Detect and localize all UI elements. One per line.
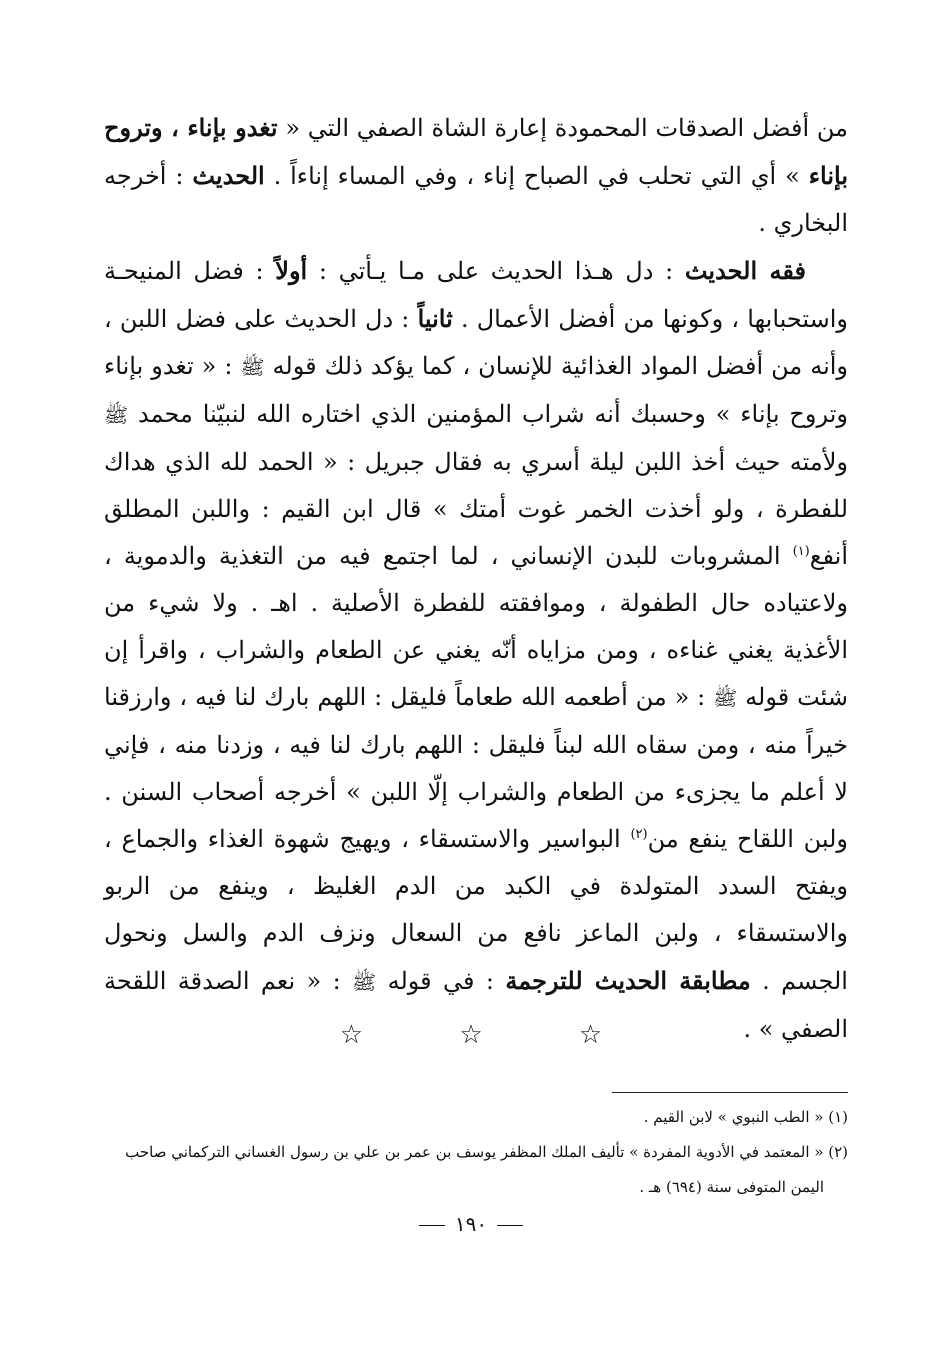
text-run: » أي التي تحلب في الصباح إناء ، وفي المساء إناءاً .	[264, 162, 809, 190]
text-run: : « من أطعمه الله طعاماً فليقل : اللهم بارك لنا فيه ، وارزقنا خيراً منه ، ومن سقاه الله لبناً فليقل : اللهم بارك لنا فيه ، وزدنا منه ، فإني لا أعلم ما يجزىء من الطعام والشراب إلّا اللبن » أخرجه أصحاب السنن . ولبن اللقاح ينفع من	[104, 683, 849, 853]
footnote-ref-2: (٢)	[630, 827, 648, 842]
paragraph-1	[104, 104, 848, 247]
footnote-2-line-1: (٢) « المعتمد في الأدوية المفردة » تأليف الملك المظفر يوسف بن عمر بن علي بن رسول الغساني التركماني صاحب	[125, 1143, 848, 1161]
page-number-dash	[419, 1225, 445, 1226]
bold-first: أولاً	[275, 256, 308, 285]
text-run: : فضل المنيحـة واستحبابها ، وكونها من أفضل الأعمال .	[104, 257, 849, 333]
paragraph-2	[104, 247, 848, 1053]
page-number-footer	[0, 1212, 942, 1236]
text-run: ولأمته حيث أخذ اللبن ليلة أسري به فقال جبريل : « الحمد لله الذي هداك للفطرة ، ولو أخذت الخمر غوت أمتك » قال ابن القيم : واللبن المطلق أنفع	[104, 448, 848, 570]
text-run: : دل الحديث على فضل اللبن ، وأنه من أفضل المواد الغذائية للإنسان ، كما يؤكد ذلك قوله	[104, 305, 849, 380]
footnote-ref-1: (١)	[792, 544, 810, 559]
text-run: : أخرجه البخاري .	[104, 162, 848, 237]
salawat-symbol: ﷺ	[352, 970, 377, 994]
salawat-symbol: ﷺ	[713, 686, 738, 710]
footnote-divider	[612, 1092, 848, 1093]
section-separator-stars: ☆ ☆ ☆	[339, 1020, 647, 1050]
footnotes	[104, 1100, 848, 1205]
bold-heading-hadith: الحديث	[192, 161, 265, 190]
text-run: : دل هـذا الحديث على مـا يـأتي :	[307, 257, 685, 285]
text-run: : « نعم الصدقة اللقحة الصفي » .	[104, 967, 848, 1043]
bold-quote: تغدو بإناء ، وتروح بإناء	[104, 113, 849, 190]
page-number: ١٩٠	[454, 1212, 488, 1236]
text-run: : « تغدو بإناء وتروح بإناء » وحسبك أنه شراب المؤمنين الذي اختاره الله لنبيّنا محمد	[104, 352, 848, 428]
text-run: المشروبات للبدن الإنساني ، لما اجتمع فيه من التغذية والدموية ، ولاعتياده حال الطفولة ، وموافقته للفطرة الأصلية . اهـ . ولا شيء من الأغذية يغني غناءه ، ومن مزاياه أنّه يغني عن الطعام والشراب ، واقرأ إن شئت قوله	[104, 542, 848, 711]
bold-heading-match: مطابقة الحديث للترجمة	[505, 966, 751, 995]
salawat-symbol: ﷺ	[104, 403, 129, 427]
text-run: : في قوله	[376, 967, 506, 995]
text-run: البواسير والاستسقاء ، ويهيج شهوة الغذاء والجماع ، ويفتح السدد المتولدة في الكبد من الدم الغليظ ، وينفع من الربو والاستسقاء ، ولبن الماعز نافع من السعال ونزف الدم والسل ونحول الجسم .	[104, 825, 848, 995]
bold-heading-fiqh: فقه الحديث	[684, 256, 807, 285]
footnote-2-line-2: اليمن المتوفى سنة (٦٩٤) هـ .	[639, 1178, 824, 1196]
bold-second: ثانياً	[417, 304, 453, 333]
page-number-dash	[497, 1225, 523, 1226]
footnote-2	[104, 1135, 848, 1205]
text-run: من أفضل الصدقات المحمودة إعارة الشاة الصفي التي «	[277, 114, 849, 142]
salawat-symbol: ﷺ	[240, 355, 265, 379]
footnote-1: (١) « الطب النبوي » لابن القيم .	[643, 1108, 848, 1126]
main-text	[104, 104, 848, 1053]
